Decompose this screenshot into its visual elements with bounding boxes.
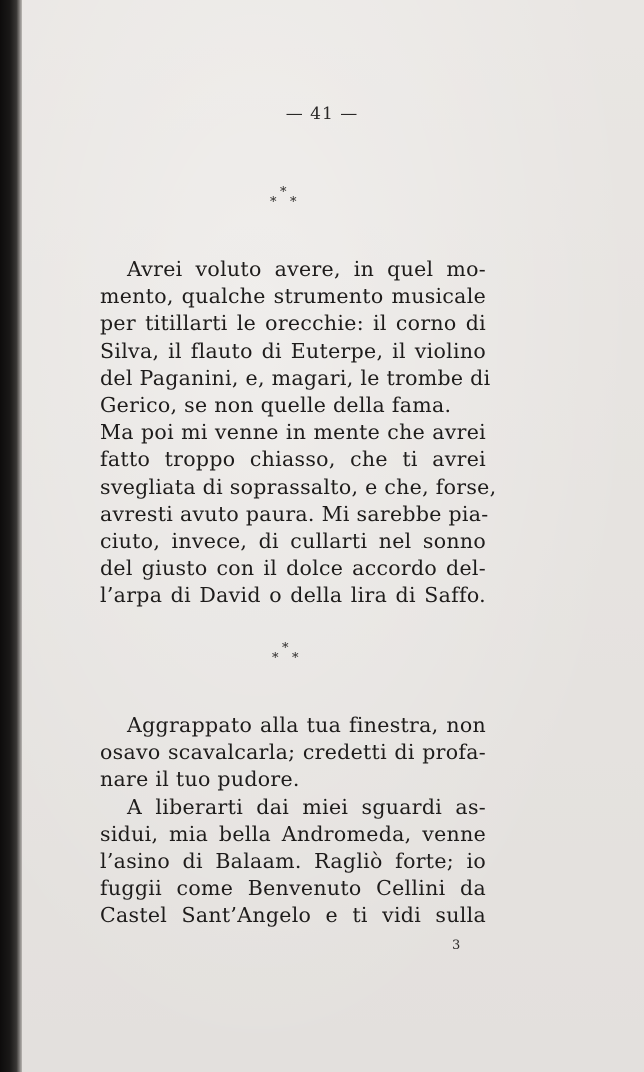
asterisk: * [272,651,279,666]
text-line: osavo scavalcarla; credetti di profa- [100,740,486,765]
text-line: Avrei voluto avere, in quel mo- [127,257,486,281]
paragraph-second [100,712,486,930]
text-line: del Paganini, e, magari, le trombe di [100,365,491,390]
text-line: avresti avuto paura. Mi sarebbe pia- [100,501,489,526]
text-line: nare il tuo pudore. [100,767,300,792]
asterisk: * [280,185,287,200]
text-line: l’arpa di David o della lira di Saffo. [100,583,486,608]
text-line: Gerico, se non quelle della fama. [100,393,452,418]
text-line: svegliata di soprassalto, e che, forse, [100,474,497,499]
text-line: per titillarti le orecchie: il corno di [100,311,486,336]
text-line: fuggii come Benvenuto Cellini da [100,876,486,901]
text-line: Aggrappato alla tua finestra, non [127,713,486,737]
asterisk: * [290,195,297,210]
text-line: del giusto con il dolce accordo del- [100,556,486,581]
text-line: Ma poi mi venne in mente che avrei [100,420,486,445]
text-line: mento, qualche strumento musicale [100,284,486,309]
text-line: sidui, mia bella Andromeda, venne [100,821,486,846]
text-line: A liberarti dai miei sguardi as- [127,794,486,819]
text-line: fatto troppo chiasso, che ti avrei [100,447,486,472]
asterism-divider-middle [268,642,308,672]
asterisk: * [270,195,277,210]
paragraph-first [100,256,497,610]
text-line: ciuto, invece, di cullarti nel sonno [100,529,486,554]
binding-edge [0,0,22,1072]
asterisk: * [292,651,299,666]
asterism-divider-top [266,186,306,216]
page-number: — 41 — [285,104,359,124]
text-line: Silva, il flauto di Euterpe, il violino [100,338,486,363]
text-line: Castel Sant’Angelo e ti vidi sulla [100,903,486,928]
asterisk: * [282,641,289,656]
signature-mark: 3 [452,938,461,953]
text-line: l’asino di Balaam. Ragliò forte; io [100,849,486,874]
